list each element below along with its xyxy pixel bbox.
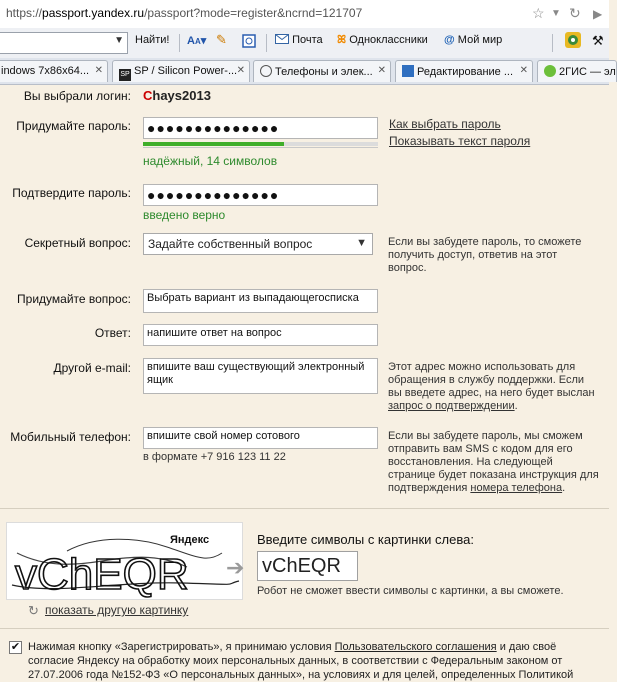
phone-label: Мобильный телефон: [10, 430, 131, 444]
confirmation-request-link[interactable]: запрос о подтверждении [388, 400, 515, 412]
secret-question-label: Секретный вопрос: [24, 236, 131, 250]
secret-question-hint: Если вы забудете пароль, то сможете получить доступ, ответив на этот вопрос. [388, 236, 582, 274]
reload-icon[interactable]: ↻ [569, 5, 581, 21]
secret-question-select[interactable] [143, 233, 373, 255]
browser-toolbar [0, 28, 609, 59]
tab-phones[interactable] [253, 60, 391, 82]
mail-link[interactable] [275, 34, 323, 46]
refresh-icon[interactable]: ↻ [28, 603, 39, 618]
agreement-checkbox[interactable] [9, 641, 22, 654]
go-icon[interactable]: ▶ [593, 7, 603, 21]
page-icon[interactable] [242, 34, 256, 51]
arrow-right-icon: ➔ [226, 555, 245, 580]
close-icon[interactable]: ✕ [519, 65, 528, 76]
close-icon[interactable]: ✕ [94, 65, 103, 76]
divider [0, 508, 609, 509]
tab-bar [0, 58, 616, 85]
answer-label: Ответ: [94, 326, 131, 340]
tab-label: indows 7x86x64... [1, 65, 90, 77]
login-label: Вы выбрали логин: [23, 89, 131, 103]
user-agreement-link[interactable]: Пользовательского соглашения [334, 641, 497, 653]
email-label: Другой e-mail: [53, 361, 131, 375]
password-strength-text: надёжный, 14 символов [143, 154, 278, 168]
close-icon[interactable]: ✕ [377, 65, 386, 76]
toolbar-search-input[interactable] [0, 32, 128, 54]
captcha-prompt: Введите символы с картинки слева: [257, 532, 474, 547]
captcha-input[interactable]: vChEQR [257, 551, 358, 581]
address-bar[interactable] [0, 0, 609, 29]
divider [552, 34, 553, 52]
tab-editing[interactable] [395, 60, 533, 82]
checkmark-icon: ✔ [10, 641, 21, 653]
password-label: Придумайте пароль: [16, 119, 131, 133]
captcha-image [6, 522, 243, 600]
tab-label: 2ГИС — эл [559, 66, 616, 78]
moimir-icon: @ [444, 34, 455, 46]
divider [0, 628, 609, 629]
password-strength-fill [143, 142, 284, 146]
star-icon[interactable]: ☆ [532, 5, 545, 21]
how-choose-password-link[interactable]: Как выбрать пароль [389, 117, 501, 131]
own-question-input[interactable]: Выбрать вариант из выпадающегосписка [143, 289, 378, 313]
odnoklassniki-link[interactable] [337, 34, 428, 47]
page-favicon-icon [402, 65, 414, 77]
wrench-icon[interactable]: ⚒ [592, 33, 604, 48]
odnoklassniki-icon: ꕤ [337, 34, 347, 46]
clock-favicon-icon [260, 65, 272, 77]
captcha-text: vChEQR [15, 550, 189, 599]
divider [266, 34, 267, 52]
tab-silicon-power[interactable] [112, 60, 250, 82]
mail-label: Почта [292, 34, 323, 46]
moimir-link[interactable] [444, 34, 502, 46]
confirm-password-label: Подтвердите пароль: [12, 186, 131, 200]
envelope-icon [275, 34, 289, 44]
highlighter-icon[interactable]: ✎ [216, 32, 227, 47]
tab-windows[interactable] [0, 60, 108, 82]
phone-input[interactable]: впишите свой номер сотового [143, 427, 378, 449]
password-strength-bar [143, 142, 378, 146]
email-hint: Этот адрес можно использовать для обращения в службу поддержки. Если вы введете адрес, на него будет выслан запрос о подтверждении. [388, 361, 595, 412]
phone-confirmation-link[interactable]: номера телефона [470, 482, 563, 494]
confirm-password-input[interactable]: ●●●●●●●●●●●●●● [143, 184, 378, 206]
font-size-icon[interactable]: AA▾ [187, 35, 207, 47]
tab-2gis[interactable] [537, 60, 617, 82]
2gis-favicon-icon [544, 65, 556, 77]
chosen-login: Chays2013 [143, 88, 211, 103]
answer-input[interactable]: напишите ответ на вопрос [143, 324, 378, 346]
own-question-label: Придумайте вопрос: [17, 292, 131, 306]
dropdown-arrow-icon[interactable]: ▼ [551, 8, 561, 19]
show-another-captcha-link[interactable]: показать другую картинку [45, 603, 189, 617]
yandex-logo-text: Яндекс [170, 534, 210, 546]
tab-label: Телефоны и элек... [275, 66, 373, 78]
confirm-status-text: введено верно [143, 208, 226, 222]
chevron-down-icon[interactable]: ▼ [114, 35, 124, 46]
phone-hint: Если вы забудете пароль, мы сможем отправить вам SMS с кодом для его восстановления. На следующей странице будет показана инструкция для подтверждения номера телефона. [388, 430, 599, 494]
divider [143, 147, 378, 148]
tab-label: SP / Silicon Power-... [134, 65, 238, 77]
secret-question-value: Задайте собственный вопрос [148, 237, 313, 251]
tab-label: Редактирование ... [417, 66, 514, 78]
show-password-text-link[interactable]: Показывать текст пароля [389, 134, 531, 148]
moimir-label: Мой мир [457, 34, 503, 46]
phone-format-hint: в формате +7 916 123 11 22 [143, 451, 286, 463]
agreement-text: Нажимая кнопку «Зарегистрировать», я принимаю условия Пользовательского соглашения и даю своё согласие Яндексу на обработку моих персональных данных, в соответствии с Федеральным законом от 27.07.2006 года №152-ФЗ «О персональных данных», на условиях и для целей, определенных Политикой [28, 641, 574, 681]
captcha-note: Робот не сможет ввести символы с картинки, а вы сможете. [257, 585, 564, 597]
email-input[interactable]: впишите ваш существующий электронный ящик [143, 358, 378, 394]
find-button[interactable]: Найти! [135, 34, 170, 46]
password-input[interactable]: ●●●●●●●●●●●●●● [143, 117, 378, 139]
url-text[interactable]: https://passport.yandex.ru/passport?mode=register&ncrnd=121707 [6, 6, 363, 20]
close-icon[interactable]: ✕ [236, 65, 245, 76]
sp-favicon-icon: SP [119, 69, 131, 81]
odnoklassniki-label: Одноклассники [349, 34, 428, 46]
chevron-down-icon: ▼ [356, 237, 367, 249]
divider [179, 34, 180, 52]
extension-icon[interactable] [565, 32, 581, 51]
